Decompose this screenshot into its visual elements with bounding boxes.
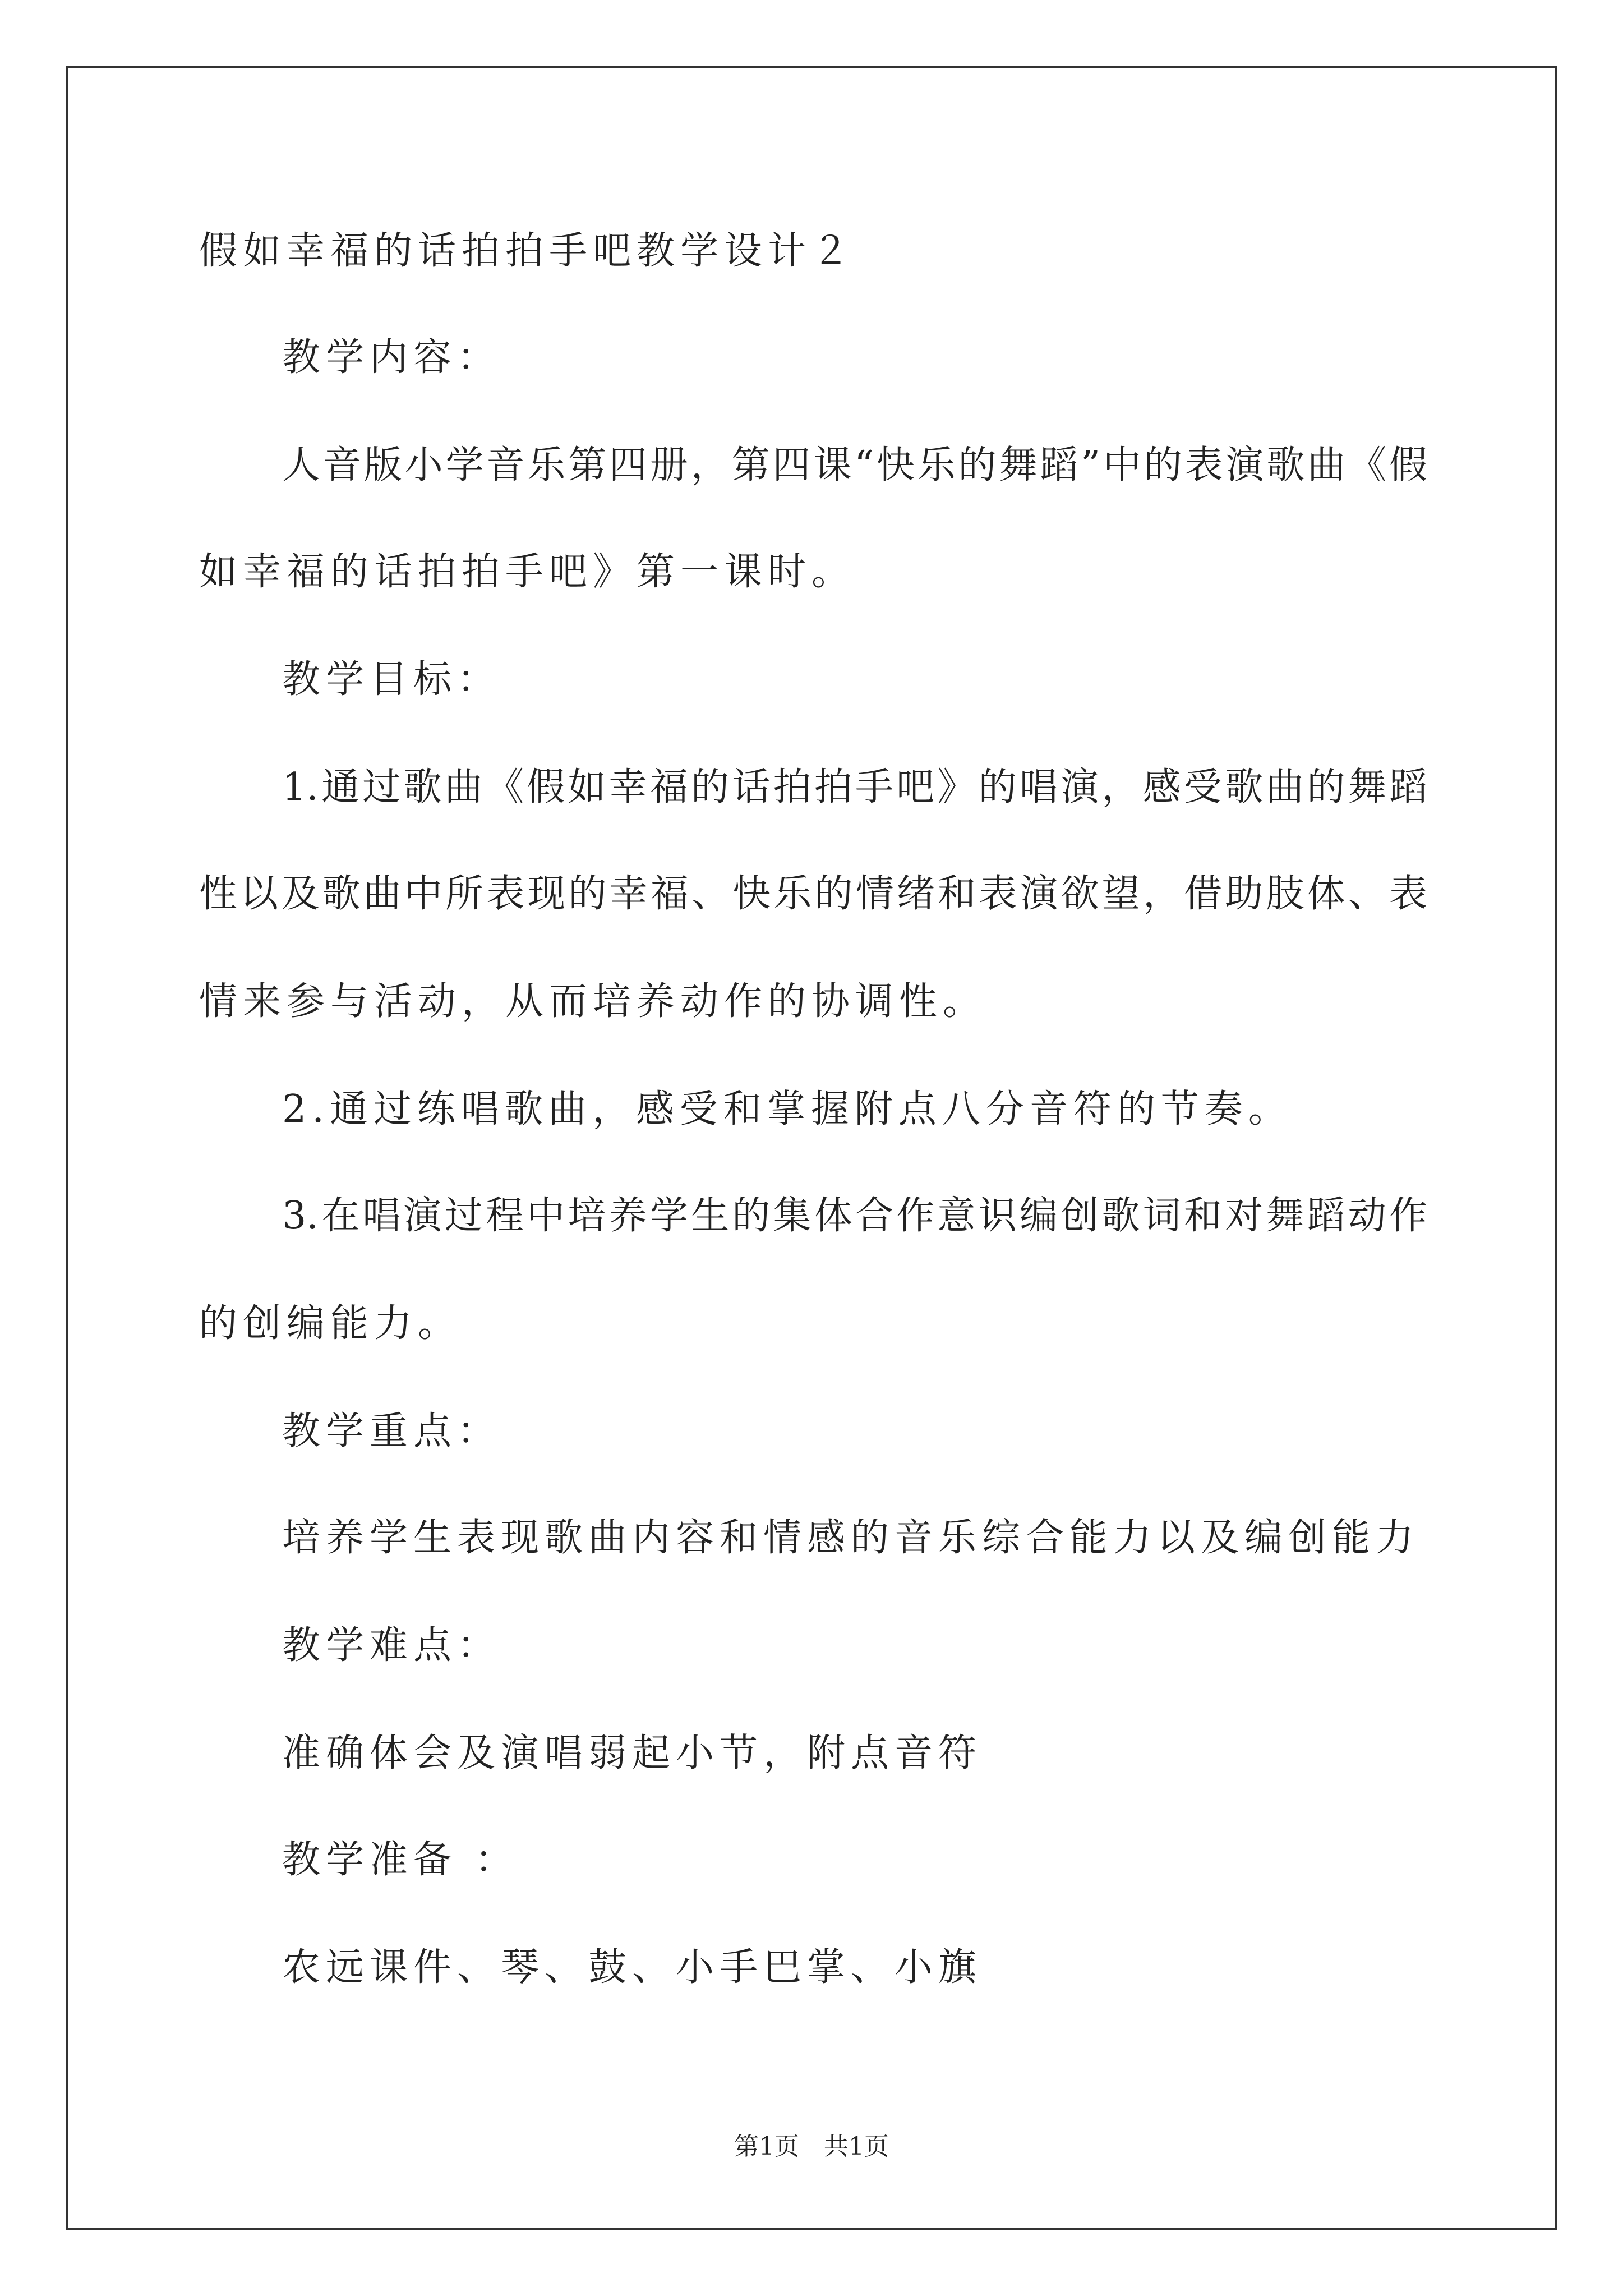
paragraph-line: 性以及歌曲中所表现的幸福、快乐的情绪和表演欲望，借助肢体、表 bbox=[199, 872, 1427, 916]
paragraph-line: 如幸福的话拍拍手吧》第一课时。 bbox=[199, 550, 856, 594]
paragraph-line: 的创编能力。 bbox=[199, 1301, 462, 1346]
paragraph-line: 1.通过歌曲《假如幸福的话拍拍手吧》的唱演，感受歌曲的舞蹈 bbox=[282, 765, 1427, 809]
section-heading-preparation: 教学准备 ： bbox=[282, 1838, 519, 1882]
paragraph-line: 培养学生表现歌曲内容和情感的音乐综合能力以及编创能力 bbox=[282, 1516, 1420, 1560]
section-heading-content: 教学内容： bbox=[282, 335, 501, 380]
page-border bbox=[66, 66, 1557, 2230]
paragraph-line: 情来参与活动，从而培养动作的协调性。 bbox=[199, 979, 987, 1024]
paragraph-line: 3.在唱演过程中培养学生的集体合作意识编创歌词和对舞蹈动作 bbox=[282, 1194, 1427, 1238]
paragraph-line: 人音版小学音乐第四册，第四课“快乐的舞蹈”中的表演歌曲《假 bbox=[282, 443, 1427, 487]
section-heading-difficulties: 教学难点： bbox=[282, 1623, 501, 1668]
paragraph-line: 准确体会及演唱弱起小节，附点音符 bbox=[282, 1731, 983, 1775]
document-title: 假如幸福的话拍拍手吧教学设计２ bbox=[199, 229, 856, 273]
paragraph-line: 2.通过练唱歌曲，感受和掌握附点八分音符的节奏。 bbox=[282, 1087, 1292, 1131]
section-heading-objectives: 教学目标： bbox=[282, 657, 501, 702]
section-heading-key-points: 教学重点： bbox=[282, 1409, 501, 1453]
paragraph-line: 农远课件、琴、鼓、小手巴掌、小旗 bbox=[282, 1945, 983, 1990]
page-footer: 第1页 共1页 bbox=[734, 2132, 889, 2161]
